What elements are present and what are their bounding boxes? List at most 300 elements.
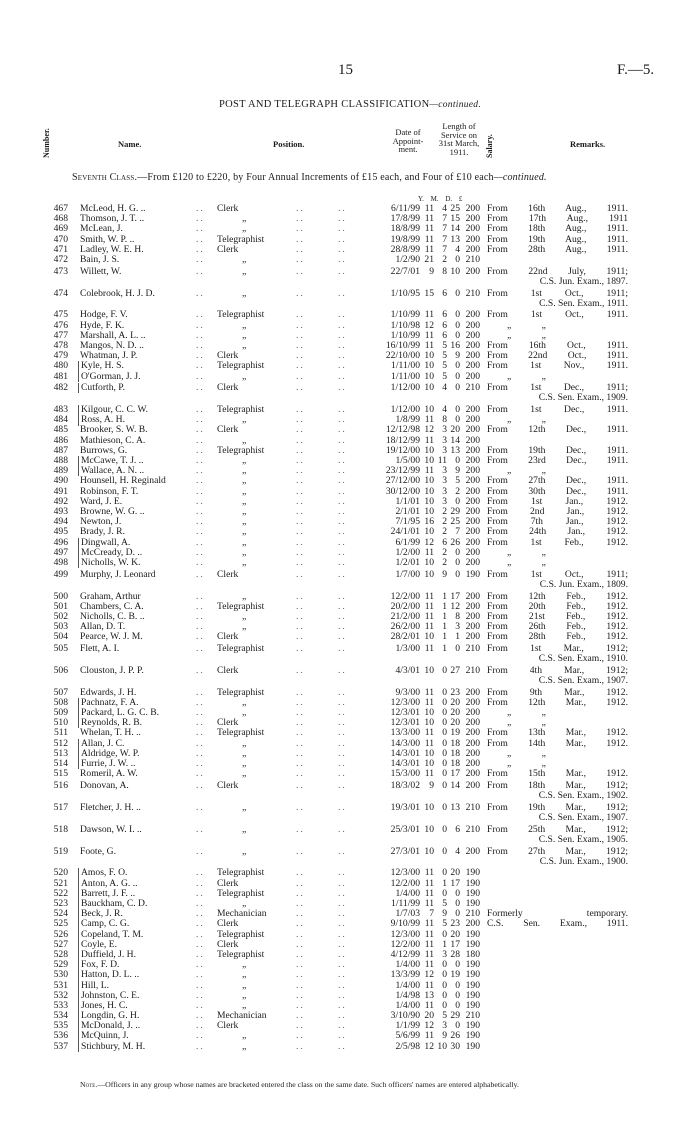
leader-dots: .. (338, 536, 347, 548)
service-years: 11 (424, 243, 434, 255)
leader-dots: .. (338, 475, 347, 487)
salary: 200 (465, 203, 480, 214)
service-days: 0 (455, 404, 460, 416)
leader-dots: .. (338, 309, 347, 321)
officer-name: Kilgour, C. C. W. (78, 405, 148, 415)
remark-line: C.S. Sen. Exam., 1910. (538, 653, 628, 665)
remark-line: From 24th Jan., 1912. (487, 526, 628, 538)
appointment-date: 1/4/98 (395, 989, 420, 1001)
service-months: 0 (442, 717, 447, 729)
service-days: 0 (455, 319, 460, 331)
row-number: 508 (53, 696, 68, 708)
leader-dots: .. (196, 747, 205, 759)
service-days: 28 (450, 948, 460, 960)
leader-dots: .. (196, 600, 205, 612)
officer-name: Robinson, F. T. (80, 485, 139, 497)
service-years: 11 (424, 339, 434, 351)
position: Telegraphist (217, 867, 265, 879)
leader-dots: .. (196, 223, 205, 235)
officer-name: Stichbury, M. H. (78, 1042, 145, 1052)
appointment-date: 14/3/01 (390, 747, 420, 759)
leader-dots: .. (196, 696, 205, 708)
leader-dots: .. (338, 908, 347, 920)
position: „ (242, 213, 247, 225)
service-days: 0 (455, 546, 460, 558)
officer-name: Whelan, T. H. .. (80, 727, 141, 739)
salary: 210 (465, 642, 480, 654)
row-number: 537 (53, 1040, 68, 1052)
leader-dots: .. (296, 309, 305, 321)
position: „ (242, 546, 247, 558)
position: Clerk (217, 243, 239, 255)
appointment-date: 1/10/95 (390, 287, 420, 299)
leader-dots: .. (196, 887, 205, 899)
position: „ (242, 898, 247, 910)
remark-line: „ „ (507, 556, 546, 568)
appointment-date: 1/2/90 (395, 253, 420, 265)
remarks (487, 769, 628, 779)
leader-dots: .. (296, 350, 305, 362)
leader-dots: .. (296, 556, 305, 568)
row-number: 535 (53, 1020, 68, 1032)
row-number: 480 (53, 360, 68, 372)
leader-dots: .. (196, 309, 205, 321)
service-months: 7 (442, 243, 447, 255)
remarks (487, 383, 628, 403)
leader-dots: .. (196, 969, 205, 981)
table-row (0, 644, 700, 664)
service-years: 10 (424, 350, 434, 362)
leader-dots: .. (196, 1020, 205, 1032)
leader-dots: .. (196, 329, 205, 341)
leader-dots: .. (196, 424, 205, 436)
position: Telegraphist (217, 600, 265, 612)
officer-name: Hounsell, H. Reginald (80, 475, 166, 487)
officer-name: Flett, A. I. (80, 642, 120, 654)
leader-dots: .. (338, 495, 347, 507)
service-years: 11 (424, 938, 434, 950)
appointment-date: 9/3/00 (395, 686, 420, 698)
service-years: 10 (424, 664, 434, 676)
appointment-date: 27/3/01 (390, 845, 420, 857)
remark-line: From 1st Dec., 1911. (487, 404, 628, 416)
header-salary: Salary. (485, 134, 494, 158)
row-number: 521 (53, 877, 68, 889)
leader-dots: .. (296, 727, 305, 739)
remarks (487, 245, 628, 255)
service-days: 13 (450, 233, 460, 245)
leader-dots: .. (296, 495, 305, 507)
leader-dots: .. (296, 568, 305, 580)
service-years: 9 (429, 265, 434, 277)
leader-dots: .. (338, 737, 347, 749)
service-months: 6 (442, 309, 447, 321)
service-years: 10 (424, 707, 434, 719)
officer-name: Willett, W. (80, 265, 122, 277)
appointment-date: 30/12/00 (385, 485, 420, 497)
leader-dots: .. (196, 758, 205, 770)
service-months: 0 (442, 979, 447, 991)
officer-name: Browne, W. G. .. (80, 505, 145, 517)
page-reference: F.—5. (617, 62, 655, 78)
officer-name: Kyle, H. S. (78, 361, 124, 371)
salary: 210 (465, 908, 480, 920)
salary: 200 (465, 243, 480, 255)
officer-name: Cutforth, P. (78, 383, 125, 393)
remark-line: From 1st Oct., 1911; (487, 568, 628, 580)
appointment-date: 1/2/01 (395, 556, 420, 568)
position: Telegraphist (217, 928, 265, 940)
salary: 200 (465, 737, 480, 749)
appointment-date: 1/4/00 (395, 979, 420, 991)
appointment-date: 20/2/00 (390, 600, 420, 612)
appointment-date: 19/12/00 (385, 444, 420, 456)
appointment-date: 1/4/00 (395, 999, 420, 1011)
service-months: 1 (442, 938, 447, 950)
service-days: 27 (450, 664, 460, 676)
service-months: 2 (442, 505, 447, 517)
leader-dots: .. (296, 253, 305, 265)
position: „ (242, 505, 247, 517)
service-years: 11 (424, 610, 434, 622)
row-number: 468 (53, 213, 68, 225)
remarks (487, 919, 628, 929)
appointment-date: 12/3/01 (390, 717, 420, 729)
salary: 200 (465, 465, 480, 477)
row-number: 514 (53, 758, 68, 770)
leader-dots: .. (296, 707, 305, 719)
leader-dots: .. (296, 610, 305, 622)
service-days: 0 (455, 979, 460, 991)
officer-name: Duffield, J. H. (78, 950, 136, 960)
officer-name: Coyle, E. (78, 940, 117, 950)
salary: 190 (465, 898, 480, 910)
officer-name: Foote, G. (80, 845, 116, 857)
leader-dots: .. (296, 265, 305, 277)
service-months: 5 (442, 370, 447, 382)
service-days: 0 (455, 370, 460, 382)
leader-dots: .. (196, 505, 205, 517)
salary: 200 (465, 758, 480, 770)
appointment-date: 1/7/00 (395, 568, 420, 580)
remarks (487, 372, 628, 382)
service-years: 10 (424, 631, 434, 643)
remark-line: From 1st Jan., 1912. (487, 495, 628, 507)
service-months: 3 (442, 444, 447, 456)
leader-dots: .. (296, 485, 305, 497)
officer-name: Pearce, W. J. M. (80, 631, 143, 643)
service-months: 0 (442, 801, 447, 813)
leader-dots: .. (338, 382, 347, 394)
salary: 190 (465, 1020, 480, 1032)
remark-line: C.S. Sen. Exam., 1907. (538, 675, 628, 687)
leader-dots: .. (338, 867, 347, 879)
table-row (0, 558, 700, 568)
position: „ (242, 999, 247, 1011)
remark-line: „ „ (507, 414, 546, 426)
remarks (487, 781, 628, 801)
service-days: 26 (450, 1030, 460, 1042)
remarks (487, 644, 628, 664)
remark-line: From 1st Feb., 1912. (487, 536, 628, 548)
remark-line: From 20th Feb., 1912. (487, 600, 628, 612)
service-days: 18 (450, 737, 460, 749)
service-years: 11 (424, 642, 434, 654)
service-months: 0 (442, 758, 447, 770)
officer-name: Beck, J. R. (78, 909, 123, 919)
position: „ (242, 696, 247, 708)
row-number: 491 (53, 485, 68, 497)
salary: 200 (465, 546, 480, 558)
leader-dots: .. (338, 233, 347, 245)
leader-dots: .. (296, 243, 305, 255)
service-years: 10 (424, 823, 434, 835)
leader-dots: .. (196, 253, 205, 265)
officer-name: Whatman, J. P. (80, 350, 138, 362)
row-number: 532 (53, 989, 68, 1001)
service-days: 0 (455, 568, 460, 580)
row-number: 477 (53, 329, 68, 341)
appointment-date: 19/3/01 (390, 801, 420, 813)
service-days: 0 (455, 309, 460, 321)
officer-name: Smith, W. P. .. (80, 233, 135, 245)
service-years: 11 (424, 948, 434, 960)
leader-dots: .. (338, 1030, 347, 1042)
leader-dots: .. (196, 801, 205, 813)
officer-name: Hyde, F. K. (80, 319, 125, 331)
leader-dots: .. (338, 465, 347, 477)
remark-line: Formerly temporary. (487, 908, 628, 920)
appointment-date: 4/3/01 (395, 664, 420, 676)
leader-dots: .. (196, 989, 205, 1001)
appointment-date: 1/10/98 (390, 319, 420, 331)
leader-dots: .. (196, 475, 205, 487)
leader-dots: .. (338, 485, 347, 497)
row-number: 478 (53, 339, 68, 351)
service-months: 6 (442, 319, 447, 331)
position: Clerk (217, 779, 239, 791)
leader-dots: .. (338, 999, 347, 1011)
row-number: 524 (53, 908, 68, 920)
appointment-date: 1/3/00 (395, 642, 420, 654)
remarks (487, 570, 628, 590)
leader-dots: .. (338, 845, 347, 857)
service-months: 7 (442, 233, 447, 245)
leader-dots: .. (296, 434, 305, 446)
service-days: 13 (450, 444, 460, 456)
row-number: 529 (53, 959, 68, 971)
service-months: 5 (442, 918, 447, 930)
leader-dots: .. (196, 1040, 205, 1052)
leader-dots: .. (296, 1010, 305, 1022)
leader-dots: .. (196, 867, 205, 879)
row-number: 482 (53, 382, 68, 394)
service-days: 0 (455, 253, 460, 265)
officer-name: Thomson, J. T. .. (80, 213, 145, 225)
officer-name: Copeland, T. M. (78, 930, 143, 940)
leader-dots: .. (296, 526, 305, 538)
position: Telegraphist (217, 727, 265, 739)
officer-name: Allan, J. C. (78, 739, 124, 749)
officer-name: Wallace, A. N. .. (78, 466, 144, 476)
leader-dots: .. (196, 727, 205, 739)
service-days: 3 (455, 621, 460, 633)
row-number: 497 (53, 546, 68, 558)
table-row (0, 372, 700, 382)
leader-dots: .. (338, 414, 347, 426)
remark-line: From 18th Mar., 1912; (487, 779, 628, 791)
row-number: 488 (53, 455, 68, 467)
salary: 200 (465, 213, 480, 225)
position: „ (242, 414, 247, 426)
table-row (0, 570, 700, 590)
service-months: 9 (442, 908, 447, 920)
position: Clerk (217, 1020, 239, 1032)
leader-dots: .. (296, 203, 305, 214)
position: Clerk (217, 424, 239, 436)
remark-line: „ „ (507, 747, 546, 759)
leader-dots: .. (196, 465, 205, 477)
leader-dots: .. (338, 223, 347, 235)
position: „ (242, 823, 247, 835)
leader-dots: .. (196, 823, 205, 835)
table-row (0, 666, 700, 686)
position: „ (242, 979, 247, 991)
service-months: 3 (442, 424, 447, 436)
salary: 200 (465, 265, 480, 277)
remark-line: „ „ (507, 465, 546, 477)
table-row (0, 361, 700, 371)
service-days: 0 (455, 287, 460, 299)
officer-name: Burrows, G. (80, 444, 128, 456)
class-suffix: —continued. (493, 172, 547, 183)
appointment-date: 1/10/99 (390, 309, 420, 321)
leader-dots: .. (196, 319, 205, 331)
remark-line: C.S. Sen. Exam., 1905. (538, 833, 628, 845)
header-date: Date of Appoint-ment. (392, 127, 424, 154)
leader-dots: .. (296, 516, 305, 528)
leader-dots: .. (196, 908, 205, 920)
service-years: 12 (424, 319, 434, 331)
remark-line: „ „ (507, 707, 546, 719)
leader-dots: .. (338, 928, 347, 940)
remark-line: From 12th Mar., 1912. (487, 696, 628, 708)
leader-dots: .. (196, 414, 205, 426)
officer-name: Johnston, C. E. (78, 991, 139, 1001)
table-row (0, 632, 700, 642)
position: „ (242, 475, 247, 487)
leader-dots: .. (296, 779, 305, 791)
position: „ (242, 253, 247, 265)
officer-name: Ladley, W. E. H. (80, 243, 144, 255)
service-days: 20 (450, 867, 460, 879)
appointment-date: 1/12/00 (390, 382, 420, 394)
leader-dots: .. (196, 664, 205, 676)
salary: 200 (465, 434, 480, 446)
header-remarks: Remarks. (570, 139, 606, 149)
service-months: 0 (442, 887, 447, 899)
service-days: 8 (455, 610, 460, 622)
row-number: 534 (53, 1010, 68, 1022)
service-months: 0 (442, 999, 447, 1011)
position: „ (242, 536, 247, 548)
row-number: 489 (53, 465, 68, 477)
officer-name: Donovan, A. (80, 779, 129, 791)
service-years: 11 (424, 867, 434, 879)
header-length: Length of Service on 31st March, 1911. (438, 121, 480, 157)
remarks (487, 666, 628, 686)
service-years: 11 (424, 329, 434, 341)
remark-line: C.S. Sen. Exam., 1902. (538, 790, 628, 802)
service-days: 6 (455, 823, 460, 835)
leader-dots: .. (338, 898, 347, 910)
service-months: 3 (442, 475, 447, 487)
remark-line: From 2nd Jan., 1912. (487, 505, 628, 517)
salary: 200 (465, 414, 480, 426)
service-years: 16 (424, 516, 434, 528)
service-days: 19 (450, 969, 460, 981)
salary: 190 (465, 867, 480, 879)
row-number: 531 (53, 979, 68, 991)
leader-dots: .. (338, 768, 347, 780)
leader-dots: .. (196, 287, 205, 299)
leader-dots: .. (196, 243, 205, 255)
leader-dots: .. (338, 1020, 347, 1032)
salary: 210 (465, 664, 480, 676)
service-days: 0 (455, 1020, 460, 1032)
leader-dots: .. (196, 928, 205, 940)
service-years: 11 (424, 434, 434, 446)
service-years: 10 (424, 360, 434, 372)
service-months: 4 (442, 203, 447, 214)
salary: 200 (465, 495, 480, 507)
leader-dots: .. (196, 717, 205, 729)
service-months: 0 (442, 747, 447, 759)
service-days: 0 (455, 999, 460, 1011)
row-number: 512 (53, 737, 68, 749)
salary: 190 (465, 969, 480, 981)
leader-dots: .. (338, 319, 347, 331)
salary: 210 (465, 382, 480, 394)
service-days: 2 (455, 485, 460, 497)
service-months: 3 (442, 485, 447, 497)
leader-dots: .. (338, 747, 347, 759)
service-months: 2 (442, 516, 447, 528)
leader-dots: .. (338, 717, 347, 729)
service-years: 11 (424, 918, 434, 930)
service-months: 0 (442, 989, 447, 1001)
remark-line: From 7th Jan., 1912. (487, 516, 628, 528)
service-years: 10 (424, 455, 434, 467)
position: „ (242, 455, 247, 467)
row-number: 485 (53, 424, 68, 436)
leader-dots: .. (296, 737, 305, 749)
leader-dots: .. (196, 779, 205, 791)
row-number: 467 (53, 203, 68, 214)
service-months: 5 (442, 339, 447, 351)
salary: 200 (465, 845, 480, 857)
row-number: 527 (53, 938, 68, 950)
position: „ (242, 495, 247, 507)
position: „ (242, 621, 247, 633)
remark-line: From 12th Feb., 1912. (487, 590, 628, 602)
note-text: —Officers in any group whose names are bracketed entered the class on the same date. Such officers' names are entered alphabetically. (97, 1080, 519, 1089)
row-number: 518 (53, 823, 68, 835)
service-years: 7 (429, 908, 434, 920)
appointment-date: 5/6/99 (395, 1030, 420, 1042)
leader-dots: .. (196, 233, 205, 245)
position: „ (242, 610, 247, 622)
